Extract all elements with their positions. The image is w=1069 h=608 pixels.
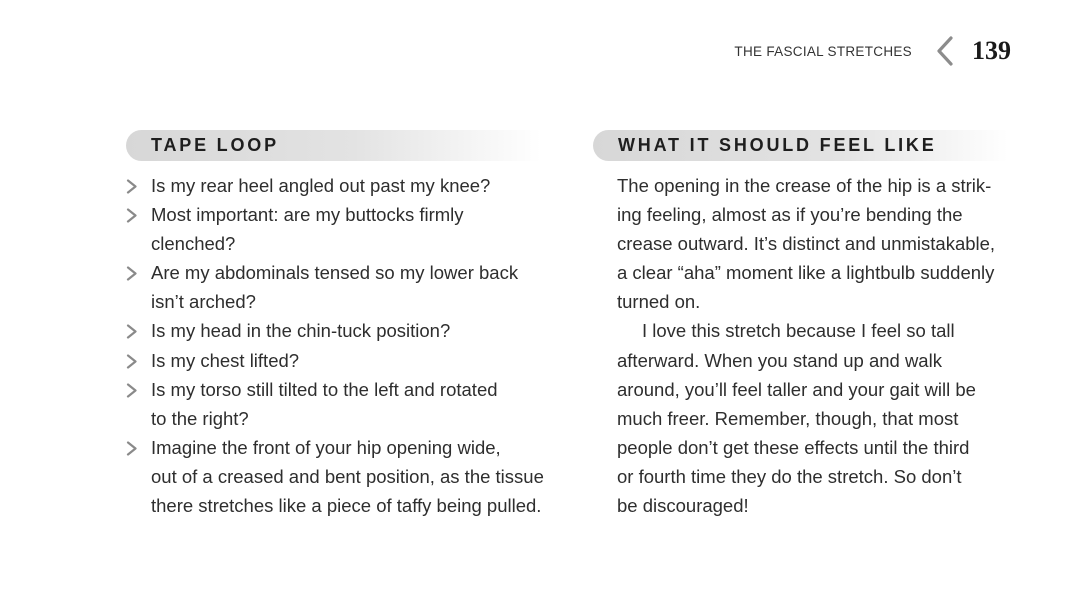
- section-heading-band: [593, 130, 1008, 161]
- checklist-item: [126, 200, 556, 258]
- checklist-item-line: Most important: are my buttocks firmly: [151, 204, 464, 226]
- checklist-item: [126, 433, 556, 520]
- checklist-item: [126, 258, 556, 316]
- checklist-item-line: isn’t arched?: [151, 291, 256, 313]
- paragraph-line: The opening in the crease of the hip is a strik-: [617, 175, 992, 196]
- body-text: [593, 171, 1013, 520]
- checklist-item-line: there stretches like a piece of taffy being pulled.: [151, 495, 542, 517]
- paragraph-line: crease outward. It’s distinct and unmistakable,: [617, 233, 996, 255]
- tape-loop-section: [126, 130, 556, 520]
- what-it-should-feel-like-section: [593, 130, 1013, 520]
- paragraph-line: I love this stretch because I feel so tall: [642, 320, 955, 342]
- checklist-item-line: Is my chest lifted?: [151, 349, 300, 371]
- checklist: [126, 171, 556, 520]
- checklist-item: [126, 375, 556, 433]
- paragraph-line: a clear “aha” moment like a lightbulb suddenly: [617, 262, 995, 284]
- chevron-right-icon: [126, 354, 138, 369]
- paragraph-line: people don’t get these effects until the third: [617, 436, 970, 458]
- checklist-item: [126, 171, 556, 200]
- paragraph-line: be discouraged!: [617, 495, 749, 517]
- checklist-item-line: out of a creased and bent position, as the tissue: [151, 465, 544, 487]
- section-heading-band: [126, 130, 541, 161]
- checklist-item-line: to the right?: [151, 407, 249, 429]
- chevron-right-icon: [126, 208, 138, 223]
- section-name: THE FASCIAL STRETCHES: [734, 43, 912, 59]
- section-heading: TAPE LOOP: [151, 135, 279, 155]
- checklist-item-line: clenched?: [151, 233, 236, 255]
- checklist-item-line: Imagine the front of your hip opening wide,: [151, 436, 501, 458]
- paragraph-line: ing feeling, almost as if you’re bending the: [617, 204, 963, 226]
- running-head: [734, 34, 1011, 68]
- paragraph-line: around, you’ll feel taller and your gait will be: [617, 378, 976, 400]
- chevron-right-icon: [126, 441, 138, 456]
- paragraph-line: afterward. When you stand up and walk: [617, 349, 942, 371]
- checklist-item: [126, 346, 556, 375]
- checklist-item: [126, 316, 556, 345]
- page-number: 139: [972, 36, 1011, 65]
- paragraph-line: much freer. Remember, though, that most: [617, 407, 959, 429]
- paragraph-line: or fourth time they do the stretch. So don’t: [617, 465, 962, 487]
- chevron-left-icon: [934, 34, 956, 68]
- chevron-right-icon: [126, 266, 138, 281]
- chevron-right-icon: [126, 383, 138, 398]
- checklist-item-line: Is my head in the chin-tuck position?: [151, 320, 451, 342]
- checklist-item-line: Is my rear heel angled out past my knee?: [151, 175, 491, 196]
- checklist-item-line: Is my torso still tilted to the left and rotated: [151, 378, 498, 400]
- section-heading: WHAT IT SHOULD FEEL LIKE: [618, 135, 937, 155]
- chevron-right-icon: [126, 179, 138, 194]
- paragraph: [617, 171, 1013, 316]
- paragraph: [617, 316, 1013, 520]
- chevron-right-icon: [126, 324, 138, 339]
- paragraph-line: turned on.: [617, 291, 701, 313]
- checklist-item-line: Are my abdominals tensed so my lower back: [151, 262, 519, 284]
